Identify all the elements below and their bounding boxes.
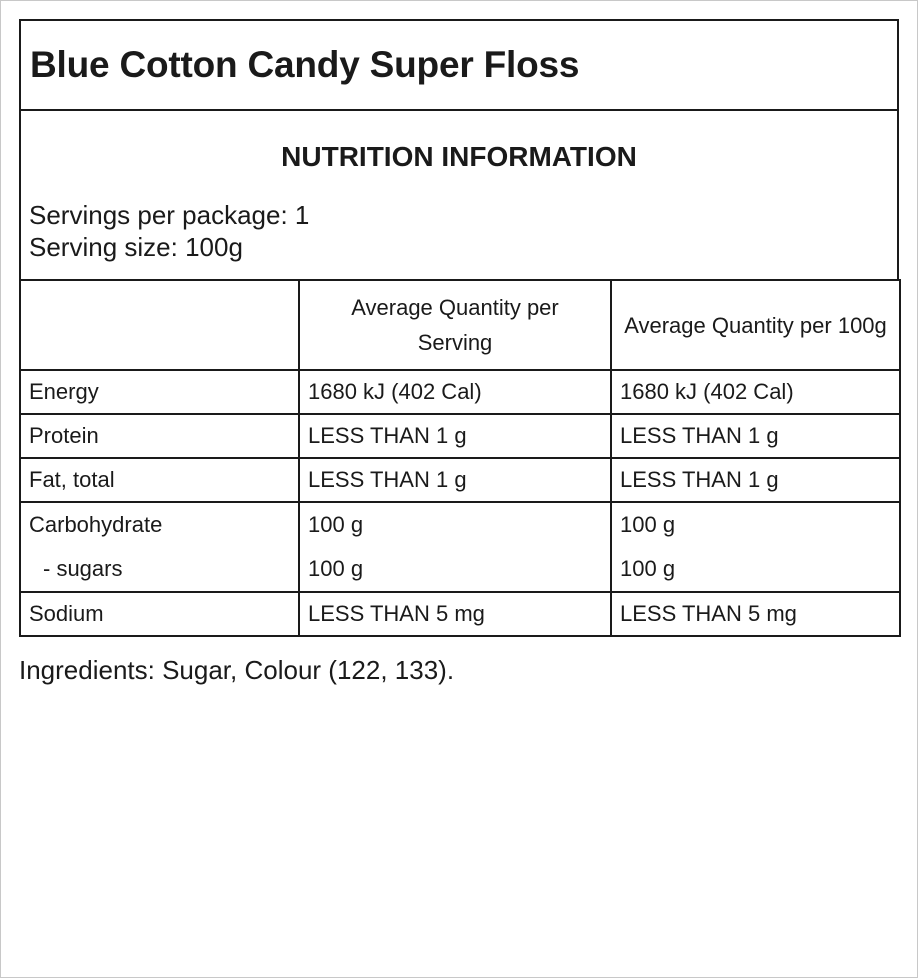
title-box	[19, 19, 899, 111]
sub-row-label: - sugars	[43, 556, 123, 581]
per-serving-value: 1680 kJ (402 Cal)	[299, 370, 611, 414]
header-cell-per-100g: Average Quantity per 100g	[611, 280, 900, 370]
per-100g-value: 100 g	[620, 512, 676, 537]
product-title: Blue Cotton Candy Super Floss	[30, 44, 580, 85]
sugars-per-serving-value: 100 g	[308, 556, 364, 581]
serving-size: Serving size: 100g	[29, 232, 243, 262]
table-header-row	[20, 280, 900, 370]
servings-per-package: Servings per package: 1	[29, 200, 310, 230]
per-serving-value: LESS THAN 5 mg	[299, 592, 611, 636]
header-cell-empty	[20, 280, 299, 370]
nutrition-heading: NUTRITION INFORMATION	[281, 141, 637, 172]
ingredients-text: Ingredients: Sugar, Colour (122, 133).	[19, 655, 455, 685]
per-serving-cell	[299, 502, 611, 592]
per-100g-value: 1680 kJ (402 Cal)	[611, 370, 900, 414]
table-row-carbohydrate	[20, 502, 900, 592]
nutrition-table	[19, 279, 901, 637]
row-label-cell	[20, 502, 299, 592]
nutrition-panel	[19, 19, 899, 637]
table-row-sodium	[20, 592, 900, 636]
table-row-fat	[20, 458, 900, 502]
per-serving-value: 100 g	[308, 512, 364, 537]
per-100g-value: LESS THAN 1 g	[611, 458, 900, 502]
table-row-protein	[20, 414, 900, 458]
sugars-per-100g-value: 100 g	[620, 556, 676, 581]
row-label: Fat, total	[20, 458, 299, 502]
row-label: Protein	[20, 414, 299, 458]
row-label: Sodium	[20, 592, 299, 636]
header-cell-per-serving: Average Quantity per Serving	[299, 280, 611, 370]
per-100g-value: LESS THAN 5 mg	[611, 592, 900, 636]
table-row-energy	[20, 370, 900, 414]
nutrition-info-box	[19, 111, 899, 279]
row-label: Carbohydrate	[29, 512, 163, 537]
per-100g-value: LESS THAN 1 g	[611, 414, 900, 458]
per-serving-value: LESS THAN 1 g	[299, 458, 611, 502]
per-serving-value: LESS THAN 1 g	[299, 414, 611, 458]
row-label: Energy	[20, 370, 299, 414]
per-100g-cell	[611, 502, 900, 592]
